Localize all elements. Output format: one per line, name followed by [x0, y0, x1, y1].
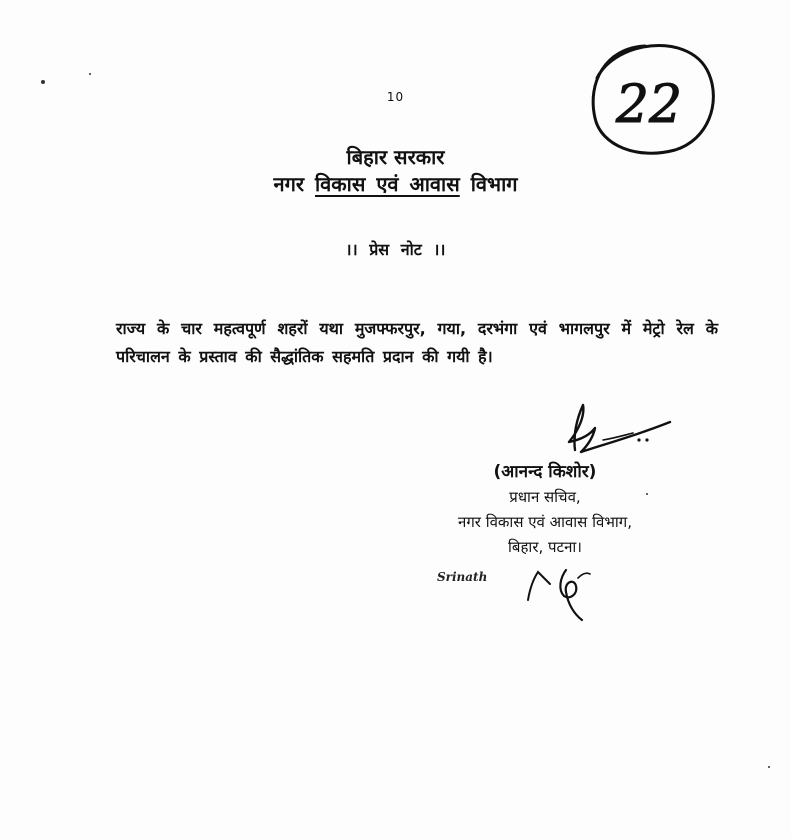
initials-signature-icon	[520, 560, 600, 625]
department-title	[0, 170, 791, 197]
signatory-name: (आनन्द किशोर)	[493, 462, 597, 482]
svg-text:22: 22	[615, 75, 683, 135]
page-number: 10	[386, 90, 405, 104]
signature-scribble	[555, 400, 685, 464]
department-suffix: विभाग	[470, 172, 518, 196]
department-prefix: नगर	[273, 172, 305, 196]
initials-scribble	[520, 560, 600, 629]
signatory-location: बिहार, पटना।	[508, 538, 582, 556]
signature-icon	[555, 400, 685, 460]
press-note-heading: ।। प्रेस नोट ।।	[345, 240, 446, 259]
scan-speck	[89, 73, 91, 75]
government-title: बिहार सरकार	[346, 145, 445, 169]
scan-speck	[768, 766, 770, 768]
signatory-department: नगर विकास एवं आवास विभाग,	[458, 513, 632, 531]
scan-speck	[41, 80, 45, 84]
handwritten-initials: Srinath	[437, 570, 488, 584]
press-note-body: राज्य के चार महत्वपूर्ण शहरों यथा मुजफ्फरपुर, गया, दरभंगा एवं भागलपुर में मेट्रो रेल के परिचालन के प्रस्ताव की सैद्धांतिक सहमति प्रदान की गयी है।	[116, 319, 718, 366]
signatory-designation: प्रधान सचिव,	[509, 488, 581, 506]
signatory-block	[395, 459, 695, 560]
department-underlined: विकास एवं आवास	[315, 172, 460, 196]
